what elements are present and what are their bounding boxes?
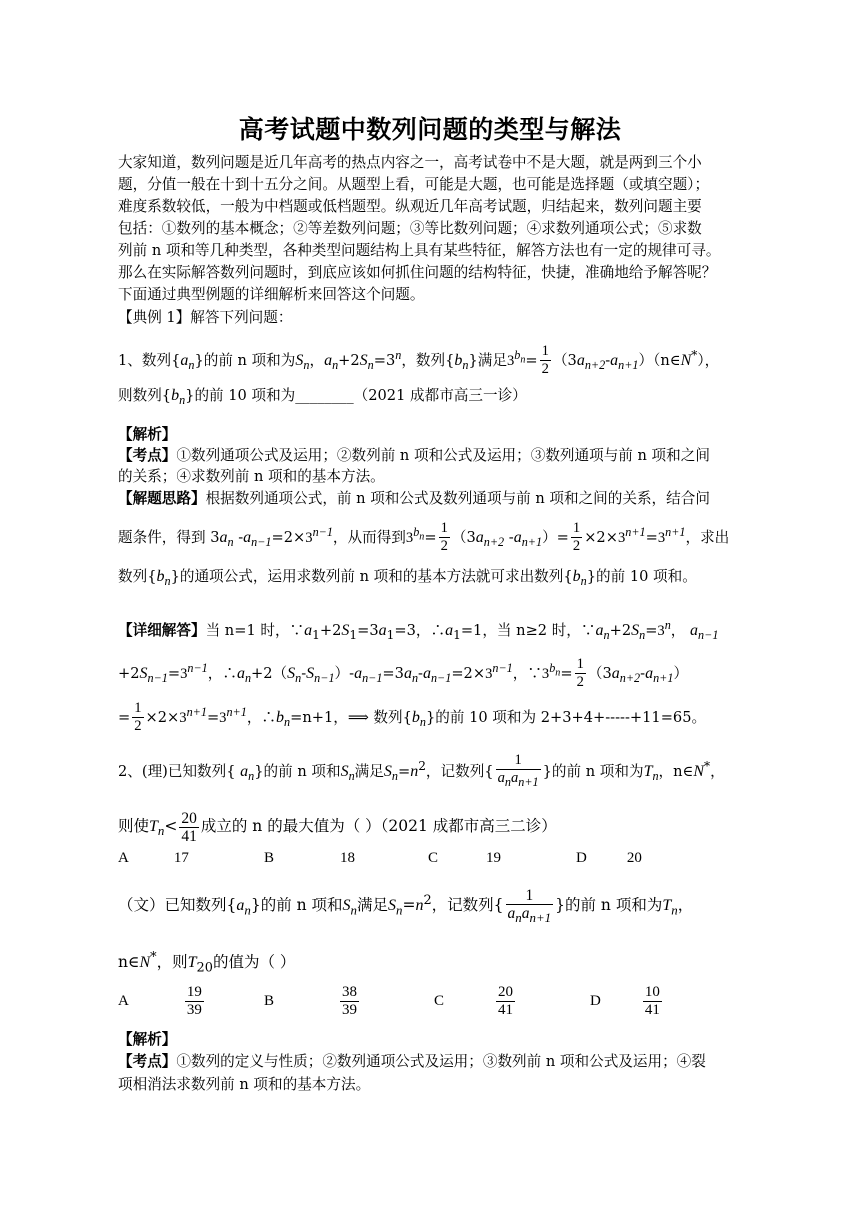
intro-line: 那么在实际解答数列问题时，到底应该如何抓住问题的结构特征，快捷，准确地给予解答呢？ [118,264,717,281]
math-sub: n [188,357,195,372]
detail-line3: = $\frac{1}{2}$ $\times 2\times 3^{n+1}=3^{n+1}$，$\therefore b_n=n+1$，⟹ 数列$\{b_n\}$的前 10 项和为 2+3+4+-----+11=65。 [118,700,707,735]
math-a: a [180,351,189,369]
q2w-option-a[interactable]: A $\frac{19}{39}$ [118,984,202,1018]
q1-text: }满足 [468,351,507,369]
intro-line: 难度系数较低，一般为中档题或低档题型。纵观近几年高考试题，归结起来，数列问题主要 [118,198,702,215]
kaodian1-line: 【考点】①数列通项公式及运用；②数列前 n 项和公式及运用；③数列通项与前 n 项和之间 [118,447,710,464]
fraction-half: $\frac{1}{2}$ [572,520,581,555]
q1-text: - [605,351,611,369]
math-S: S [359,351,368,369]
q1-text: 1、数列{ [118,351,181,369]
fraction-20-41: $\frac{20}{41}$ [181,809,197,845]
document-title: 高考试题中数列问题的类型与解法 [238,115,622,144]
q2w-option-d[interactable]: D $\frac{10}{41}$ [590,984,660,1018]
question1-line1: 1、数列$\{a_n\}$的前 n 项和为$S_n$，$a_n+2S_n=3^n$，数列$\{b_n\}$满足$3^{b_n}=$ $\frac{1}{2}$ $(3a_{n+2}-a_{n+1})(n\in N^*)$， [118,343,720,378]
q2-option-a[interactable]: A 17 [118,850,189,866]
q1-text: ）， [697,351,720,369]
math-sup: n [395,348,402,362]
q2w-option-b[interactable]: B $\frac{38}{39}$ [264,984,358,1018]
siulu-line3: 数列$\{b_n\}$的通项公式，运用求数列前 n 项和的基本方法就可求出数列$\{b_n\}$的前 10 项和。 [118,568,697,588]
q2-option-d[interactable]: D 20 [576,850,642,866]
q1-text: （3 [552,351,577,369]
intro-line: 包括：①数列的基本概念；②等差数列问题；③等比数列问题；④求数列通项公式；⑤求数 [118,220,702,237]
q1-text: +2 [338,351,360,369]
fraction-half: $\frac{1}{2}$ [134,700,142,735]
question1-line2: 则数列$\{b_n\}$的前 10 项和为________（2021 成都市高三一诊） [118,387,527,407]
intro-line: 题，分值一般在十到十五分之间。从题型上看，可能是大题，也可能是选择题（或填空题）； [118,176,710,193]
math-sub: n [332,357,339,372]
example1-header: 【典例 1】解答下列问题： [118,309,293,326]
q1-text: }的前 n 项和为 [194,351,296,369]
analysis-label: 【解析】 [118,426,177,443]
question2w-line2: n∈N*，则$T_{20}$的值为（ ） [118,950,296,976]
q1-text: ，数列{ [401,351,455,369]
q2-option-b[interactable]: B 18 [264,850,356,866]
q1-text: =3 [373,351,396,369]
question2w-line1: （文）已知数列$\{a_n\}$的前 n 项和$S_n$满足$S_n=n^2$，记数列{ $\frac{1}{a_na_{n+1}}$ }的前 n 项和为$T_n$， [118,886,694,925]
math-S: S [295,351,304,369]
analysis2-label: 【解析】 [118,1031,177,1048]
q1-text: ， [309,351,325,369]
math-N: N [680,351,692,369]
math-sup: * [691,348,698,362]
detail-line2: $+2S_{n-1}=3^{n-1}$，$\therefore a_n+2(S_n-S_{n-1})-a_{n-1}=3a_n-a_{n-1}=2\times 3^{n-1}$，$\because 3^{b_n}=$ $\frac{1}{2}$ $(3a_{n+2}-a_{n+1})$ [118,656,689,691]
math-a: a [324,351,333,369]
siulu-line2: 题条件，得到 $3a_n$ $-a_{n-1}=2\times 3^{n-1}$，从而得到$3^{b_n}=$ $\frac{1}{2}$ （$3a_{n+2}$ $-a_{n+1})=$ $\frac{1}{2}$ $\times 2\times 3^{n+1}=3^{n+1}$，求出 [118,520,730,555]
fraction-half: $\frac{1}{2}$ [440,520,448,555]
intro-line: 大家知道，数列问题是近几年高考的热点内容之一，高考试卷中不是大题，就是两到三个小 [118,154,702,171]
intro-line: 下面通过典型例题的详细解析来回答这个问题。 [118,286,425,303]
math-sub: n [462,357,469,372]
siulu-line: 【解题思路】根据数列通项公式，前 n 项和公式及数列通项与前 n 项和之间的关系，结合问 [118,490,710,507]
math-b: b [454,351,463,369]
question2-line1: 2、(理)已知数列{ $a_n$}的前 n 项和$S_n$满足$S_n=n^2$，记数列{ $\frac{1}{a_na_{n+1}}$ }的前 n 项和为$T_n$，n∈N*， [118,752,725,790]
math-sub: n [303,357,310,372]
kaodian1-line2: 的关系；④求数列前 n 项和的基本方法。 [118,468,385,485]
fraction-half: $\frac{1}{2}$ [576,656,584,691]
kaodian2-line2: 项相消法求数列前 n 项和的基本方法。 [118,1076,371,1093]
math-base: 3 [506,352,515,369]
intro-line: 列前 n 项和等几种类型，各种类型问题结构上具有某些特征，解答方法也有一定的规律可寻。 [118,242,721,259]
math-sub: n [367,357,374,372]
question2-line2: 则使$T_n<$ $\frac{20}{41}$ 成立的 n 的最大值为（ ）（2021 成都市高三二诊） [118,809,557,845]
q2-option-c[interactable]: C 19 [428,850,502,866]
fraction-half: $\frac{1}{2}$ [541,343,549,378]
fraction-reciprocal: $\frac{1}{a_na_{n+1}}$ [507,886,552,925]
fraction-reciprocal: $\frac{1}{a_na_{n+1}}$ [497,752,539,790]
q2w-option-c[interactable]: C $\frac{20}{41}$ [434,984,514,1018]
detail-line1: 【详细解答】当 n=1 时，$\because a_1+2S_1=3a_1=3$，$\therefore a_1=1$，当 n≥2 时，$\because a_n+2S_n=3^n$， $a_{n-1}$ [118,618,719,642]
kaodian2-line: 【考点】①数列的定义与性质；②数列通项公式及运用；③数列前 n 项和公式及运用；④裂 [118,1053,706,1070]
q1-text: ）（n∈ [638,351,681,369]
